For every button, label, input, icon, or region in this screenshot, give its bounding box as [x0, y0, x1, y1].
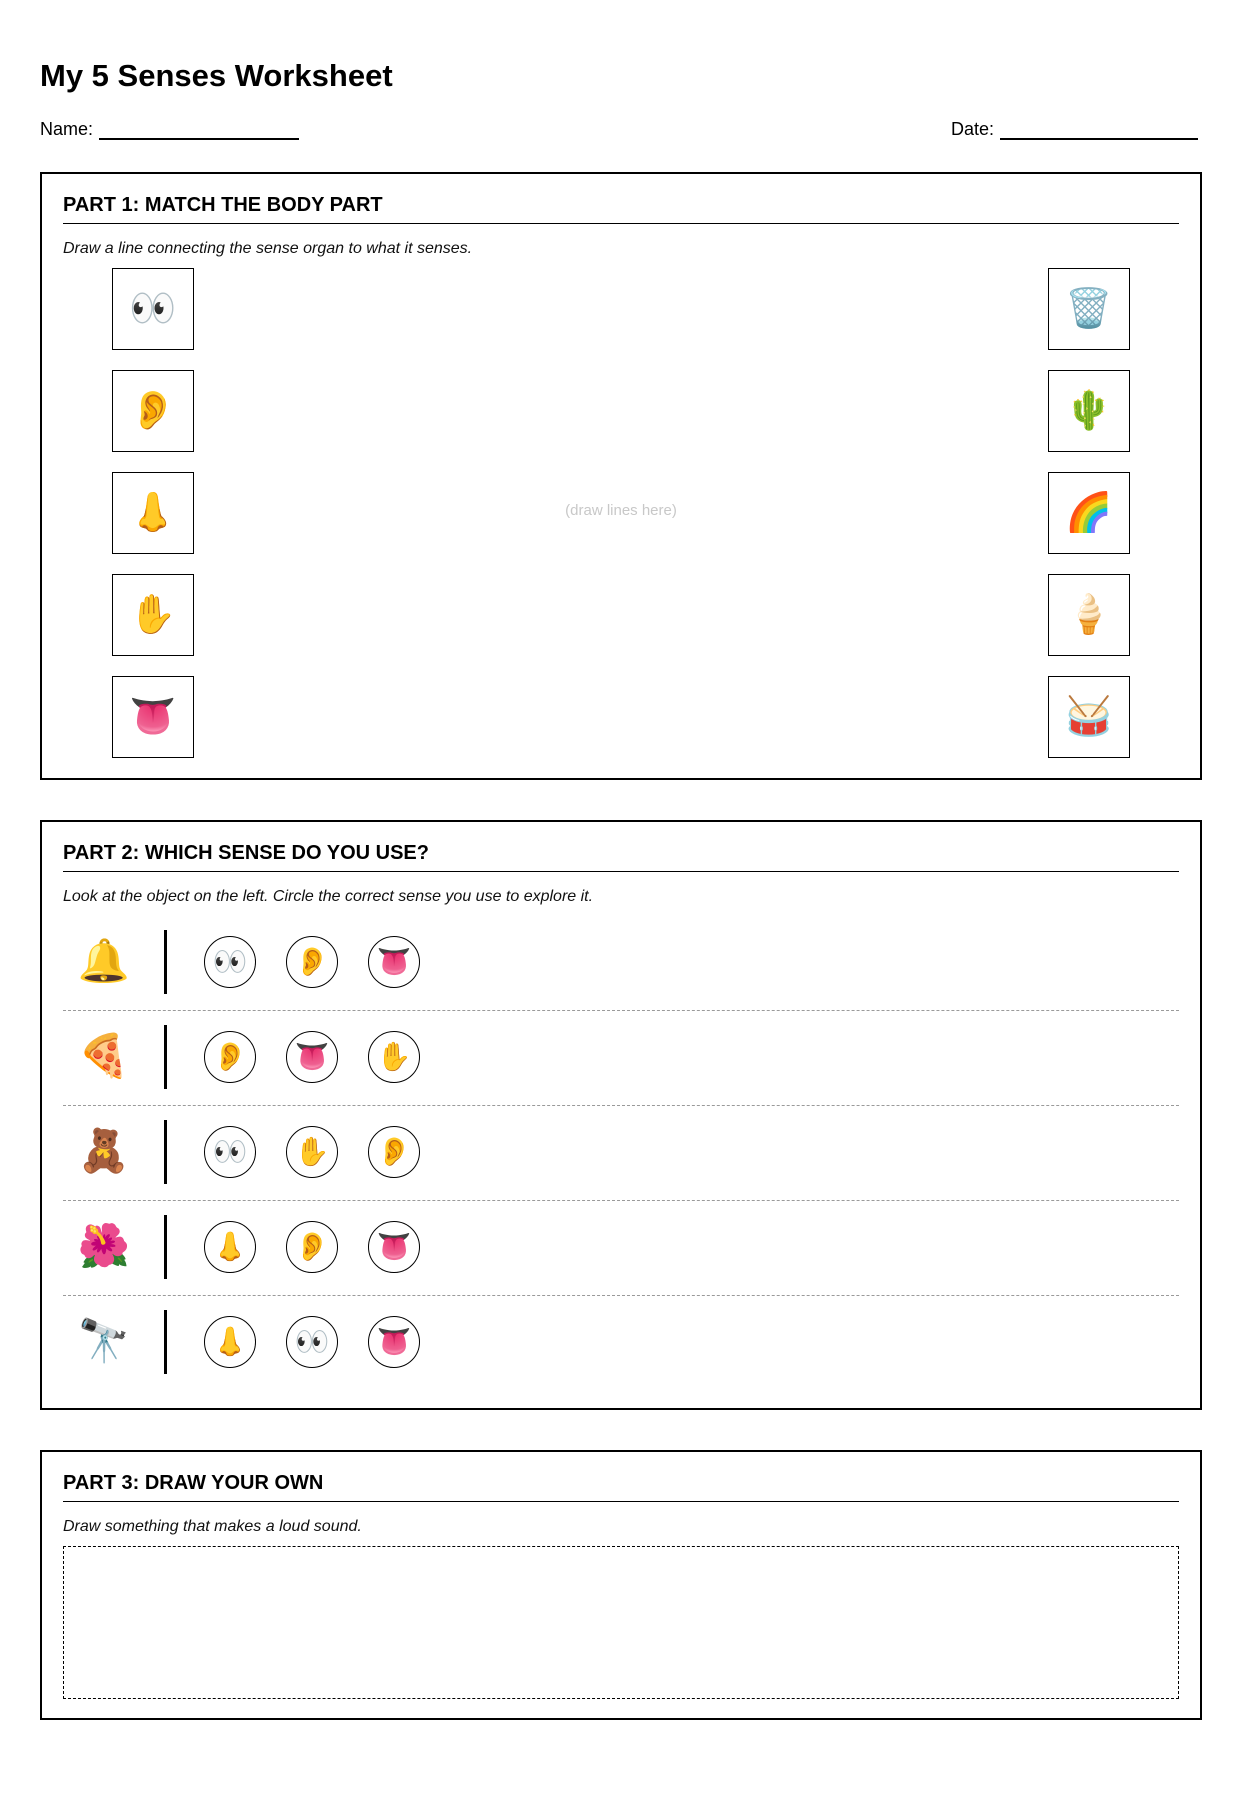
- eyes-icon: 👀: [129, 288, 177, 330]
- choice-ear[interactable]: [286, 936, 338, 988]
- part3-heading: PART 3: DRAW YOUR OWN: [63, 1472, 1179, 1502]
- match-right-rainbow[interactable]: [1048, 472, 1130, 554]
- hand-icon: ✋: [129, 594, 177, 636]
- part2-heading: PART 2: WHICH SENSE DO YOU USE?: [63, 842, 1179, 872]
- question-row: [63, 1106, 1179, 1201]
- match-right-cactus[interactable]: [1048, 370, 1130, 452]
- row-divider: [164, 1310, 167, 1374]
- choice-hand[interactable]: [368, 1031, 420, 1083]
- tongue-icon: 👅: [376, 946, 412, 977]
- row-divider: [164, 930, 167, 994]
- nose-icon: 👃: [212, 1326, 248, 1357]
- part1-heading: PART 1: MATCH THE BODY PART: [63, 194, 1179, 224]
- tongue-icon: 👅: [129, 696, 177, 738]
- part2-instruction: Look at the object on the left. Circle the correct sense you use to explore it.: [63, 888, 594, 905]
- row-divider: [164, 1025, 167, 1089]
- match-left-hand[interactable]: [112, 574, 194, 656]
- match-left-ear[interactable]: [112, 370, 194, 452]
- choice-ear[interactable]: [204, 1031, 256, 1083]
- question-row: [63, 916, 1179, 1011]
- bell-icon: 🔔: [77, 937, 131, 984]
- nose-icon: 👃: [129, 492, 177, 534]
- match-right-ice-cream[interactable]: [1048, 574, 1130, 656]
- ear-icon: 👂: [294, 946, 330, 977]
- choice-hand[interactable]: [286, 1126, 338, 1178]
- name-field[interactable]: [40, 119, 299, 140]
- name-label: Name:: [40, 119, 94, 139]
- name-input-line[interactable]: [99, 124, 299, 140]
- ear-icon: 👂: [212, 1041, 248, 1072]
- part2-section: [40, 820, 1202, 1410]
- part1-instruction: Draw a line connecting the sense organ to what it senses.: [63, 240, 473, 257]
- hand-icon: ✋: [376, 1041, 412, 1072]
- eyes-icon: 👀: [294, 1326, 330, 1357]
- part3-section: [40, 1450, 1202, 1720]
- ice-cream-icon: 🍦: [1065, 594, 1113, 636]
- teddy-bear-icon: 🧸: [77, 1127, 131, 1174]
- match-left-eyes[interactable]: [112, 268, 194, 350]
- date-field[interactable]: [951, 119, 1198, 140]
- eyes-icon: 👀: [212, 1136, 248, 1167]
- rainbow-icon: 🌈: [1065, 492, 1113, 534]
- drum-icon: 🥁: [1065, 696, 1113, 738]
- choice-eyes[interactable]: [204, 936, 256, 988]
- nose-icon: 👃: [212, 1231, 248, 1262]
- ear-icon: 👂: [294, 1231, 330, 1262]
- choice-eyes[interactable]: [204, 1126, 256, 1178]
- wastebasket-icon: 🗑️: [1065, 288, 1113, 330]
- question-row: [63, 1011, 1179, 1106]
- tongue-icon: 👅: [294, 1041, 330, 1072]
- question-row: [63, 1296, 1179, 1391]
- eyes-icon: 👀: [212, 946, 248, 977]
- choice-tongue[interactable]: [368, 936, 420, 988]
- ear-icon: 👂: [376, 1136, 412, 1167]
- row-divider: [164, 1120, 167, 1184]
- telescope-icon: 🔭: [77, 1317, 131, 1364]
- cactus-icon: 🌵: [1065, 390, 1113, 432]
- part1-section: [40, 172, 1202, 780]
- match-left-tongue[interactable]: [112, 676, 194, 758]
- tongue-icon: 👅: [376, 1326, 412, 1357]
- hand-icon: ✋: [294, 1136, 330, 1167]
- date-label: Date:: [951, 119, 995, 139]
- draw-lines-hint: (draw lines here): [565, 502, 677, 519]
- pizza-icon: 🍕: [77, 1032, 131, 1079]
- flower-icon: 🌺: [77, 1222, 131, 1269]
- ear-icon: 👂: [129, 390, 177, 432]
- match-right-wastebasket[interactable]: [1048, 268, 1130, 350]
- date-input-line[interactable]: [1000, 124, 1198, 140]
- row-divider: [164, 1215, 167, 1279]
- choice-nose[interactable]: [204, 1316, 256, 1368]
- choice-tongue[interactable]: [368, 1221, 420, 1273]
- choice-ear[interactable]: [368, 1126, 420, 1178]
- choice-tongue[interactable]: [368, 1316, 420, 1368]
- match-right-drum[interactable]: [1048, 676, 1130, 758]
- choice-nose[interactable]: [204, 1221, 256, 1273]
- drawing-area[interactable]: [63, 1546, 1179, 1699]
- tongue-icon: 👅: [376, 1231, 412, 1262]
- choice-eyes[interactable]: [286, 1316, 338, 1368]
- choice-tongue[interactable]: [286, 1031, 338, 1083]
- choice-ear[interactable]: [286, 1221, 338, 1273]
- worksheet-title: My 5 Senses Worksheet: [40, 58, 393, 93]
- part3-instruction: Draw something that makes a loud sound.: [63, 1518, 362, 1535]
- question-row: [63, 1201, 1179, 1296]
